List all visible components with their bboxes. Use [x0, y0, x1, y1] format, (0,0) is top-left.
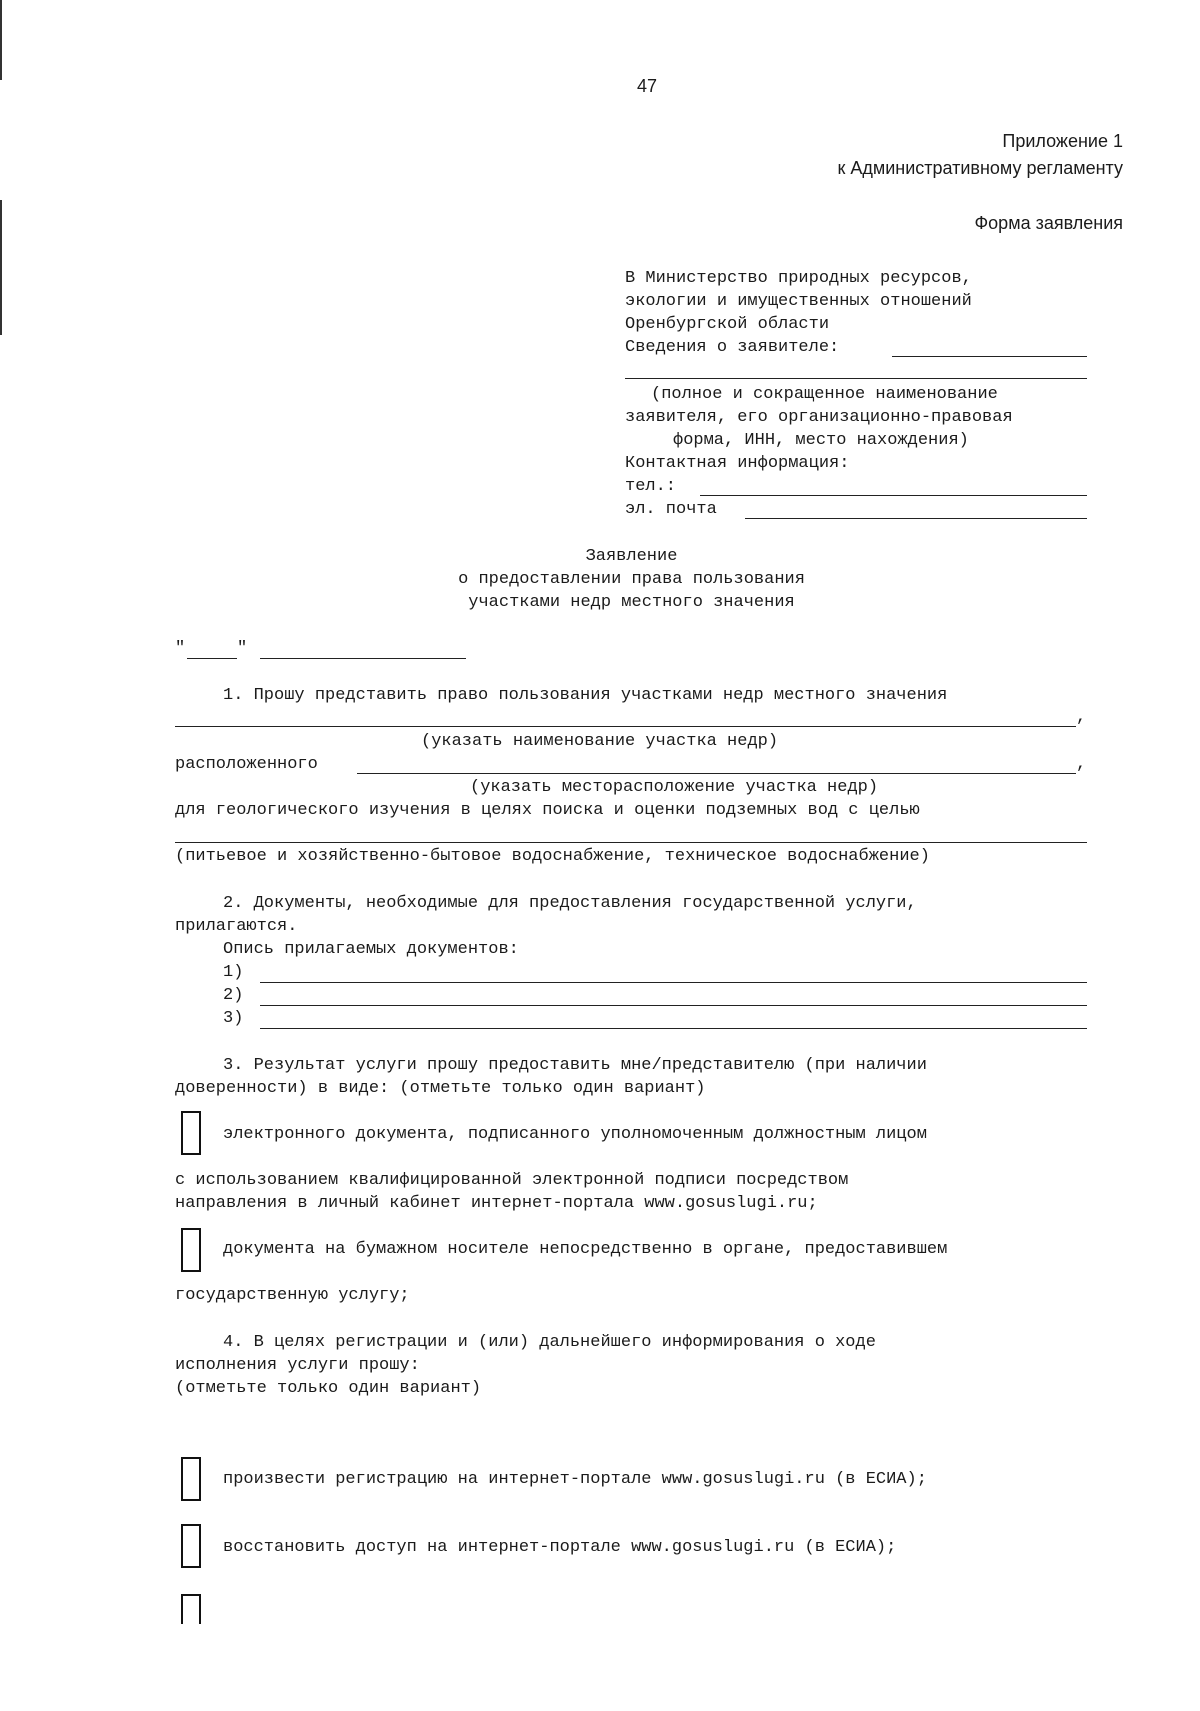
- page-number: 47: [637, 76, 658, 96]
- esia-register-checkbox[interactable]: [181, 1457, 201, 1501]
- result-option-paper-label: документа на бумажном носителе непосредственно в органе, предоставившем: [223, 1240, 948, 1259]
- form-title: Форма заявления: [974, 213, 1123, 233]
- next-option-checkbox-partial[interactable]: [181, 1594, 201, 1624]
- esia-register-label: произвести регистрацию на интернет-портале www.gosuslugi.ru (в ЕСИА);: [223, 1470, 927, 1489]
- document-subtitle: о предоставлении права пользования: [458, 570, 805, 589]
- document-title: Заявление: [585, 547, 678, 566]
- applicant-label: Сведения о заявителе:: [625, 338, 840, 357]
- result-option-electronic-checkbox[interactable]: [181, 1111, 201, 1155]
- inventory-item-field[interactable]: [260, 982, 1087, 983]
- subsoil-location-field[interactable]: [357, 773, 1076, 774]
- addressee-line: Оренбургской области: [625, 315, 830, 334]
- purpose-field[interactable]: [175, 842, 1087, 843]
- email-field[interactable]: [745, 518, 1087, 519]
- result-option-electronic-label: направления в личный кабинет интернет-портала www.gosuslugi.ru;: [175, 1194, 818, 1213]
- scan-edge-mark: [0, 0, 2, 80]
- scan-edge-mark: [0, 200, 2, 335]
- applicant-field[interactable]: [892, 356, 1087, 357]
- section1-text: 1. Прошу представить право пользования участками недр местного значения: [223, 686, 948, 705]
- contact-label: Контактная информация:: [625, 454, 850, 473]
- comma: ,: [1076, 755, 1087, 774]
- located-label: расположенного: [175, 755, 318, 774]
- result-option-paper-checkbox[interactable]: [181, 1228, 201, 1272]
- phone-field[interactable]: [700, 495, 1087, 496]
- inventory-item-number: 3): [223, 1009, 244, 1028]
- comma: ,: [1076, 708, 1087, 727]
- phone-label: тел.:: [625, 477, 677, 496]
- inventory-item-number: 2): [223, 986, 244, 1005]
- applicant-hint: заявителя, его организационно-правовая: [625, 408, 1013, 427]
- result-option-paper-label: государственную услугу;: [175, 1286, 410, 1305]
- purpose-hint: (питьевое и хозяйственно-бытовое водоснабжение, техническое водоснабжение): [175, 847, 930, 866]
- subsoil-location-hint: (указать месторасположение участка недр): [470, 778, 879, 797]
- esia-restore-label: восстановить доступ на интернет-портале www.gosuslugi.ru (в ЕСИА);: [223, 1538, 897, 1557]
- inventory-item-field[interactable]: [260, 1028, 1087, 1029]
- date-open-quote: ": [175, 639, 186, 658]
- section2-text: 2. Документы, необходимые для предоставления государственной услуги,: [223, 894, 917, 913]
- date-day-field[interactable]: [187, 658, 237, 659]
- inventory-item-field[interactable]: [260, 1005, 1087, 1006]
- applicant-field-line-2[interactable]: [625, 378, 1087, 379]
- result-option-electronic-label: электронного документа, подписанного уполномоченным должностным лицом: [223, 1125, 927, 1144]
- subsoil-name-field[interactable]: [175, 726, 1076, 727]
- result-option-electronic-label: с использованием квалифицированной электронной подписи посредством: [175, 1171, 849, 1190]
- appendix-label: Приложение 1: [1002, 131, 1123, 151]
- esia-restore-checkbox[interactable]: [181, 1524, 201, 1568]
- applicant-hint: (полное и сокращенное наименование: [651, 385, 998, 404]
- section4-text: 4. В целях регистрации и (или) дальнейшего информирования о ходе: [223, 1333, 876, 1352]
- purpose-text: для геологического изучения в целях поиска и оценки подземных вод с целью: [175, 801, 920, 820]
- date-month-year-field[interactable]: [260, 658, 466, 659]
- inventory-item-number: 1): [223, 963, 244, 982]
- section2-text: прилагаются.: [175, 917, 298, 936]
- inventory-label: Опись прилагаемых документов:: [223, 940, 519, 959]
- date-close-quote: ": [237, 639, 248, 658]
- addressee-line: экологии и имущественных отношений: [625, 292, 972, 311]
- applicant-hint: форма, ИНН, место нахождения): [673, 431, 969, 450]
- document-subtitle: участками недр местного значения: [468, 593, 795, 612]
- subsoil-name-hint: (указать наименование участка недр): [421, 732, 779, 751]
- section3-text: 3. Результат услуги прошу предоставить мне/представителю (при наличии: [223, 1056, 927, 1075]
- addressee-line: В Министерство природных ресурсов,: [625, 269, 972, 288]
- section4-text: исполнения услуги прошу:: [175, 1356, 420, 1375]
- section3-text: доверенности) в виде: (отметьте только один вариант): [175, 1079, 706, 1098]
- reglament-label: к Административному регламенту: [837, 158, 1123, 178]
- email-label: эл. почта: [625, 500, 717, 519]
- section4-text: (отметьте только один вариант): [175, 1379, 482, 1398]
